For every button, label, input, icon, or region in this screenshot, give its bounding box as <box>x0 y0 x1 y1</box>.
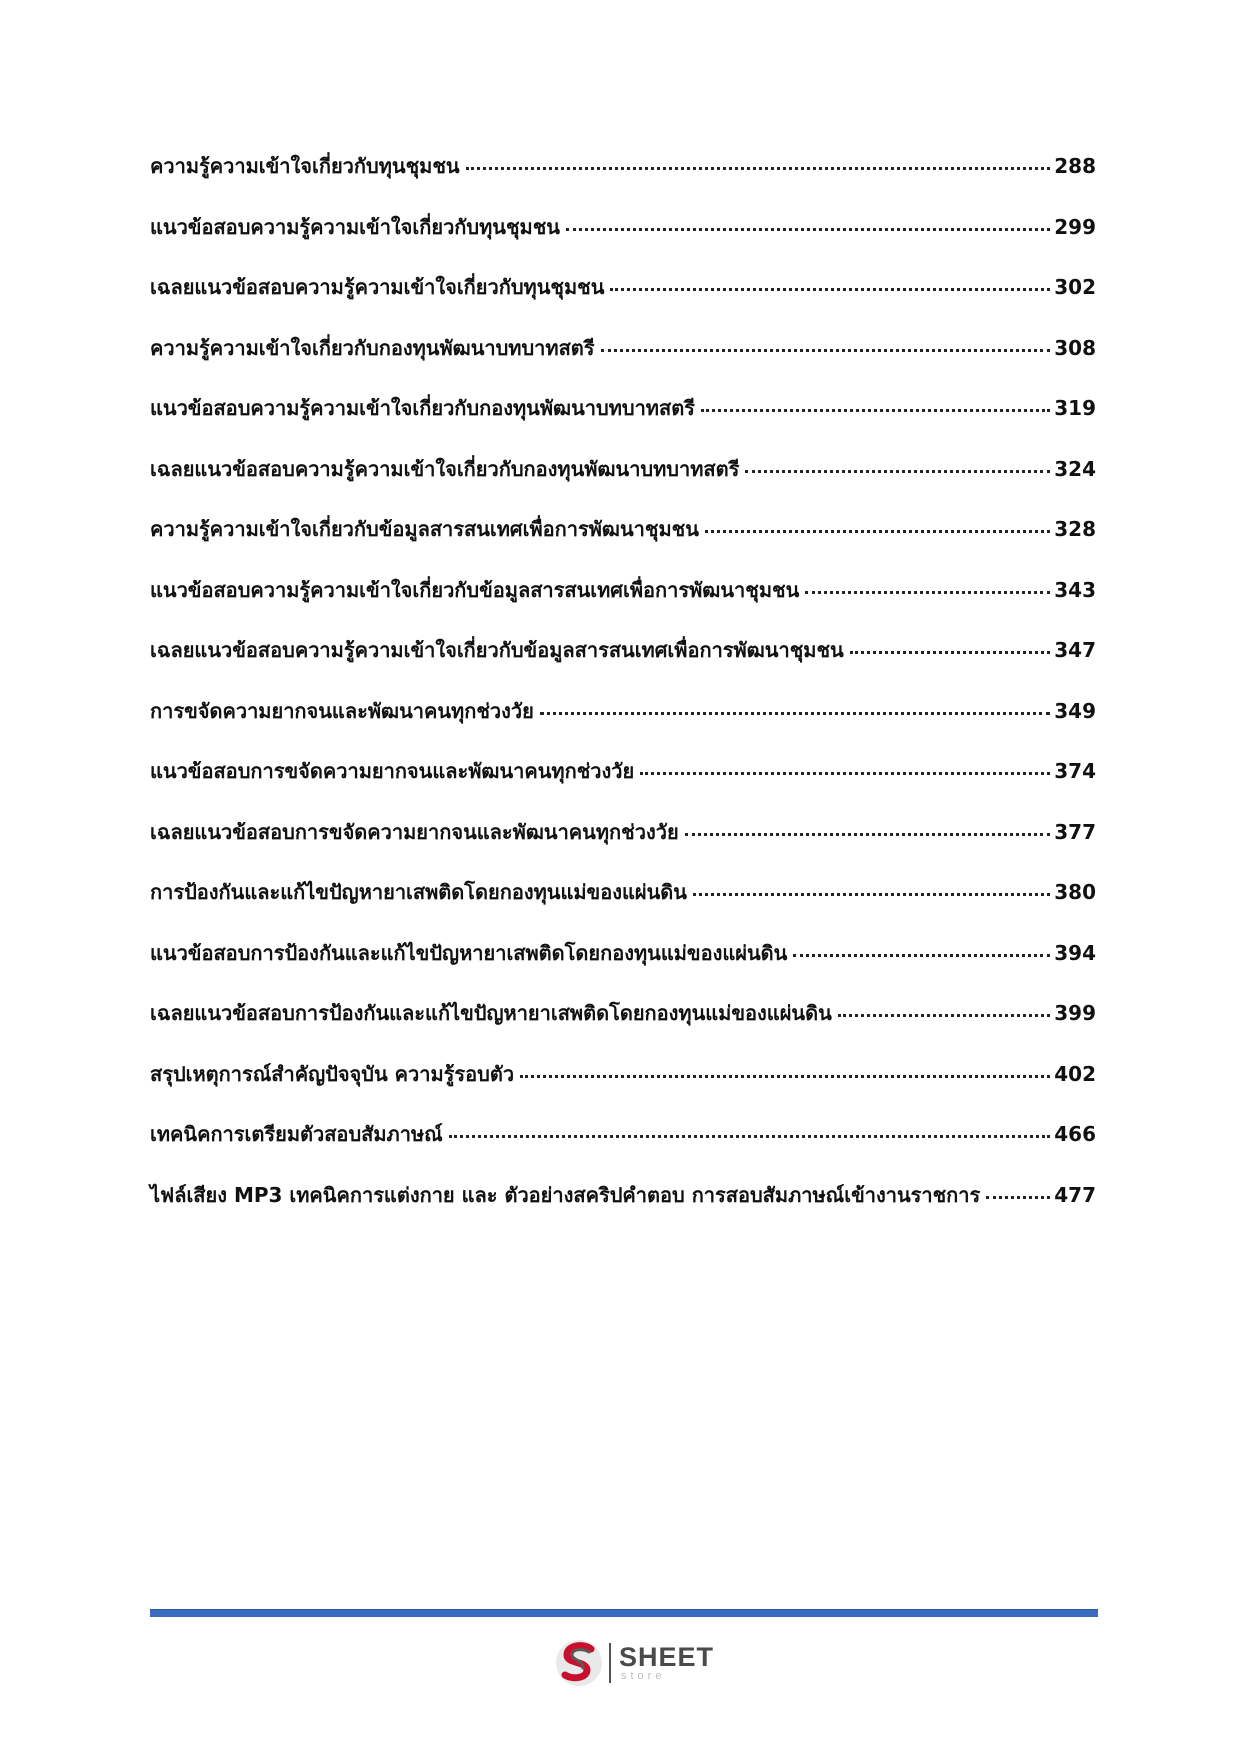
toc-entry[interactable] <box>150 1179 1096 1240</box>
toc-entry-page: 347 <box>1054 638 1096 662</box>
toc-entry-title: เฉลยแนวข้อสอบการขจัดความยากจนและพัฒนาคนทุกช่วงวัย <box>150 819 679 844</box>
toc-entry-page: 349 <box>1054 698 1096 723</box>
toc-leader-dots <box>793 940 1050 960</box>
toc-entry-title: แนวข้อสอบการป้องกันและแก้ไขปัญหายาเสพติดโดยกองทุนแม่ของแผ่นดิน <box>150 940 788 965</box>
toc-leader-dots <box>805 577 1050 597</box>
toc-entry[interactable] <box>150 1118 1096 1179</box>
sheet-store-logo <box>553 1636 714 1690</box>
toc-leader-dots <box>693 879 1050 899</box>
toc-leader-dots <box>705 516 1050 536</box>
toc-entry-page: 343 <box>1054 577 1096 602</box>
toc-leader-dots <box>540 698 1050 718</box>
toc-entry[interactable] <box>150 634 1096 695</box>
footer-divider-bar <box>150 1609 1098 1617</box>
toc-leader-dots <box>449 1121 1051 1141</box>
toc-entry[interactable] <box>150 392 1096 453</box>
toc-entry-page: 402 <box>1054 1061 1096 1086</box>
logo-text <box>619 1644 714 1682</box>
toc-entry-page: 477 <box>1054 1182 1096 1207</box>
toc-leader-dots <box>640 758 1050 778</box>
toc-leader-dots <box>685 819 1051 839</box>
toc-entry[interactable] <box>150 332 1096 393</box>
sheet-store-s-logo-icon <box>553 1637 605 1689</box>
toc-entry[interactable] <box>150 453 1096 514</box>
toc-entry-title: การขจัดความยากจนและพัฒนาคนทุกช่วงวัย <box>150 698 534 723</box>
toc-entry-page: 302 <box>1054 275 1096 299</box>
toc-leader-dots <box>520 1061 1050 1081</box>
toc-leader-dots <box>566 214 1050 234</box>
toc-entry-title: การป้องกันและแก้ไขปัญหายาเสพติดโดยกองทุนแม่ของแผ่นดิน <box>150 880 687 904</box>
toc-entry[interactable] <box>150 211 1096 272</box>
toc-entry-page: 319 <box>1054 396 1096 420</box>
toc-entry-page: 399 <box>1054 1001 1096 1025</box>
toc-entry[interactable] <box>150 1058 1096 1119</box>
toc-entry-page: 380 <box>1054 880 1096 904</box>
toc-entry-page: 288 <box>1054 154 1096 178</box>
toc-leader-dots <box>610 274 1050 294</box>
toc-entry-title: แนวข้อสอบความรู้ความเข้าใจเกี่ยวกับทุนชุมชน <box>150 214 560 239</box>
toc-entry-title: แนวข้อสอบการขจัดความยากจนและพัฒนาคนทุกช่วงวัย <box>150 759 635 783</box>
toc-entry[interactable] <box>150 755 1096 816</box>
toc-entry-title: ไฟล์เสียง MP3 เทคนิคการแต่งกาย และ ตัวอย่างสคริปคำตอบ การสอบสัมภาษณ์เข้างานราชการ <box>150 1182 981 1207</box>
toc-leader-dots <box>466 153 1051 173</box>
toc-entry-page: 466 <box>1054 1122 1096 1146</box>
toc-entry[interactable] <box>150 271 1096 332</box>
toc-entry[interactable] <box>150 937 1096 998</box>
toc-entry-title: เฉลยแนวข้อสอบการป้องกันและแก้ไขปัญหายาเสพติดโดยกองทุนแม่ของแผ่นดิน <box>150 1001 832 1025</box>
toc-entry-title: เทคนิคการเตรียมตัวสอบสัมภาษณ์ <box>150 1122 443 1146</box>
toc-entry-title: เฉลยแนวข้อสอบความรู้ความเข้าใจเกี่ยวกับข้อมูลสารสนเทศเพื่อการพัฒนาชุมชน <box>150 638 844 662</box>
toc-entry[interactable] <box>150 876 1096 937</box>
toc-entry-title: แนวข้อสอบความรู้ความเข้าใจเกี่ยวกับข้อมูลสารสนเทศเพื่อการพัฒนาชุมชน <box>150 577 800 602</box>
toc-entry-title: เฉลยแนวข้อสอบความรู้ความเข้าใจเกี่ยวกับกองทุนพัฒนาบทบาทสตรี <box>150 456 740 481</box>
toc-leader-dots <box>838 1000 1051 1020</box>
toc-entry[interactable] <box>150 150 1096 211</box>
toc-entry-title: ความรู้ความเข้าใจเกี่ยวกับกองทุนพัฒนาบทบาทสตรี <box>150 335 595 360</box>
toc-leader-dots <box>601 335 1051 355</box>
toc-entry-page: 308 <box>1054 335 1096 360</box>
logo-divider <box>609 1643 611 1683</box>
toc-entry-page: 374 <box>1054 759 1096 783</box>
logo-subtext: store <box>621 1670 666 1682</box>
toc-entry-title: ความรู้ความเข้าใจเกี่ยวกับทุนชุมชน <box>150 154 460 178</box>
toc-entry[interactable] <box>150 816 1096 877</box>
toc-entry-page: 394 <box>1054 940 1096 965</box>
toc-entry[interactable] <box>150 997 1096 1058</box>
toc-leader-dots <box>986 1182 1050 1202</box>
toc-entry-page: 299 <box>1054 214 1096 239</box>
logo-word: SHEET <box>619 1642 715 1672</box>
toc-entry-title: แนวข้อสอบความรู้ความเข้าใจเกี่ยวกับกองทุนพัฒนาบทบาทสตรี <box>150 396 695 420</box>
toc-entry-title: ความรู้ความเข้าใจเกี่ยวกับข้อมูลสารสนเทศเพื่อการพัฒนาชุมชน <box>150 517 699 541</box>
toc-entry-page: 377 <box>1054 819 1096 844</box>
toc-entry[interactable] <box>150 695 1096 756</box>
toc-entry-title: เฉลยแนวข้อสอบความรู้ความเข้าใจเกี่ยวกับทุนชุมชน <box>150 275 605 299</box>
toc-entry-page: 328 <box>1054 517 1096 541</box>
toc-entry[interactable] <box>150 574 1096 635</box>
table-of-contents <box>150 150 1096 1239</box>
toc-entry-page: 324 <box>1054 456 1096 481</box>
toc-entry[interactable] <box>150 513 1096 574</box>
toc-leader-dots <box>745 456 1050 476</box>
toc-entry-title: สรุปเหตุการณ์สำคัญปัจจุบัน ความรู้รอบตัว <box>150 1061 515 1086</box>
toc-leader-dots <box>701 395 1050 415</box>
toc-leader-dots <box>850 637 1051 657</box>
